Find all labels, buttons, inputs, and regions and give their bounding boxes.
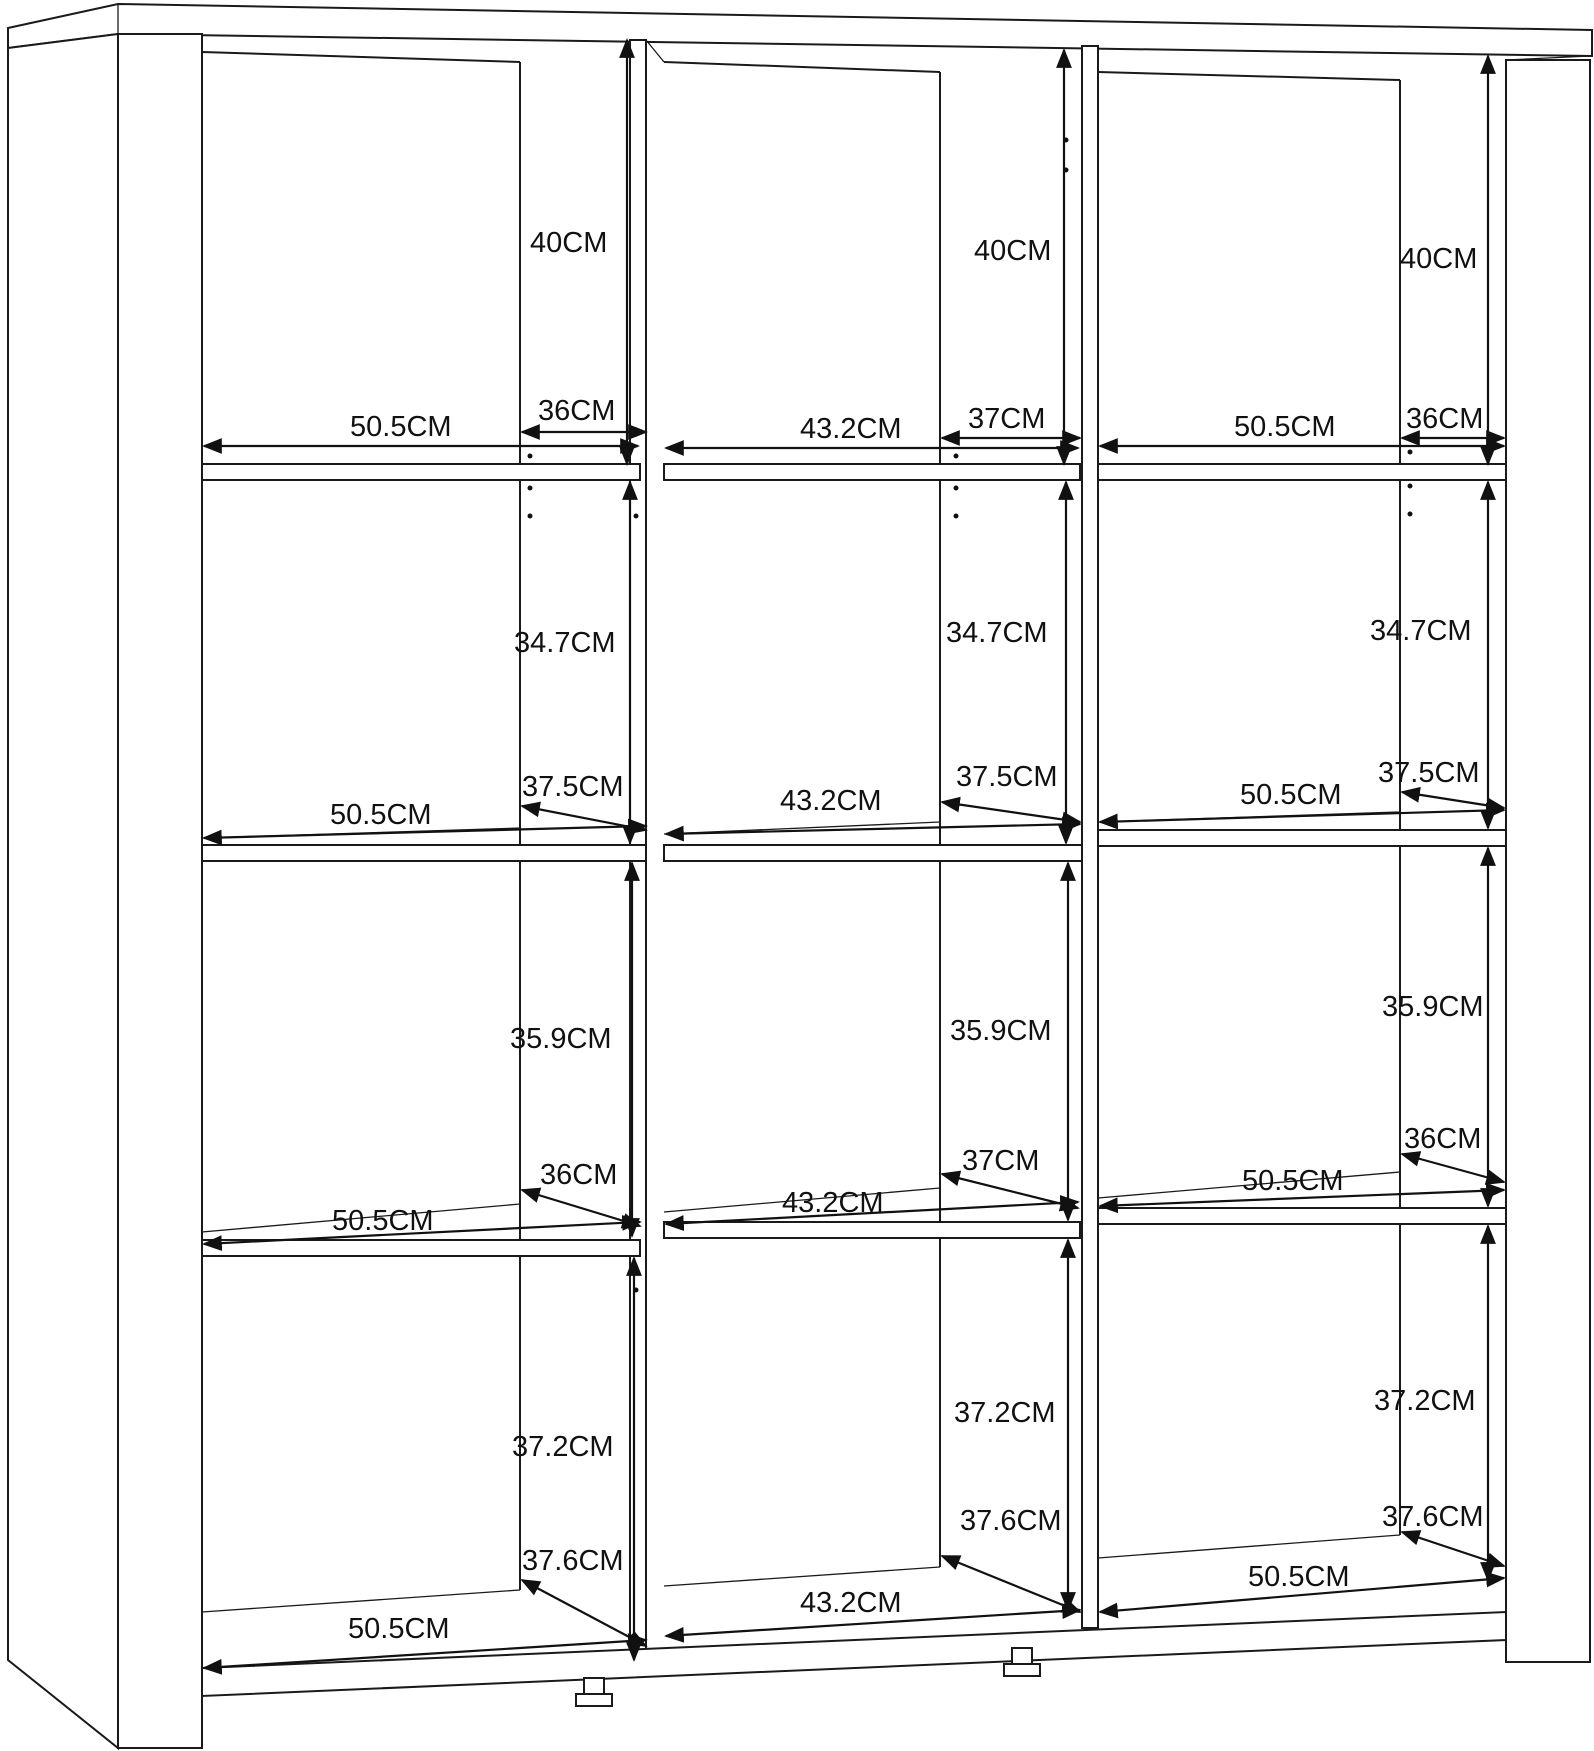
left-side-panel [8,34,118,1748]
height-label: 34.7CM [514,627,616,659]
height-label: 40CM [1400,243,1478,275]
depth-label: 36CM [1404,1123,1482,1155]
shelf-1-left [202,464,640,480]
shelf-2-left [202,845,646,861]
height-label: 34.7CM [1370,615,1472,647]
width-label: 50.5CM [1234,411,1336,443]
depth-label: 37.5CM [1378,757,1480,789]
width-label: 50.5CM [1242,1165,1344,1197]
depth-label: 37CM [968,403,1046,435]
depth-label: 37.5CM [522,771,624,803]
width-label: 43.2CM [800,1587,902,1619]
height-label: 40CM [530,227,608,259]
width-label: 50.5CM [350,411,452,443]
width-label: 50.5CM [332,1205,434,1237]
width-label: 50.5CM [1248,1561,1350,1593]
shelf-pin-holes [528,138,1413,1293]
depth-label: 37.6CM [1382,1501,1484,1533]
width-label: 50.5CM [330,799,432,831]
height-label: 35.9CM [950,1015,1052,1047]
right-front-pilaster [1506,60,1590,1662]
shelf-2-middle [664,845,1082,861]
cabinet-structure [8,4,1592,1748]
top-board [8,4,1592,56]
height-label: 35.9CM [1382,991,1484,1023]
depth-label: 37CM [962,1145,1040,1177]
foot-icon [576,1678,612,1706]
depth-label: 36CM [1406,403,1484,435]
divider-right [1082,46,1098,1628]
height-label: 37.2CM [1374,1385,1476,1417]
left-front-pilaster [118,34,202,1748]
height-label: 40CM [974,235,1052,267]
shelf-3-right [1098,1208,1506,1224]
depth-label: 37.5CM [956,761,1058,793]
height-label: 34.7CM [946,617,1048,649]
height-label: 37.2CM [954,1397,1056,1429]
depth-label: 36CM [538,395,616,427]
width-label: 50.5CM [348,1613,450,1645]
depth-label: 36CM [540,1159,618,1191]
depth-label: 37.6CM [960,1505,1062,1537]
shelf-1-middle [664,464,1080,480]
height-label: 37.2CM [512,1431,614,1463]
width-label: 43.2CM [780,785,882,817]
shelf-3-left [202,1240,640,1256]
shelf-2-right [1098,830,1506,846]
depth-label: 37.6CM [522,1545,624,1577]
dimension-labels [330,227,1484,1645]
height-label: 35.9CM [510,1023,612,1055]
shelf-1-right [1098,464,1506,480]
width-label: 43.2CM [782,1187,884,1219]
width-label: 43.2CM [800,413,902,445]
width-label: 50.5CM [1240,779,1342,811]
shelf-3-middle [664,1222,1080,1238]
